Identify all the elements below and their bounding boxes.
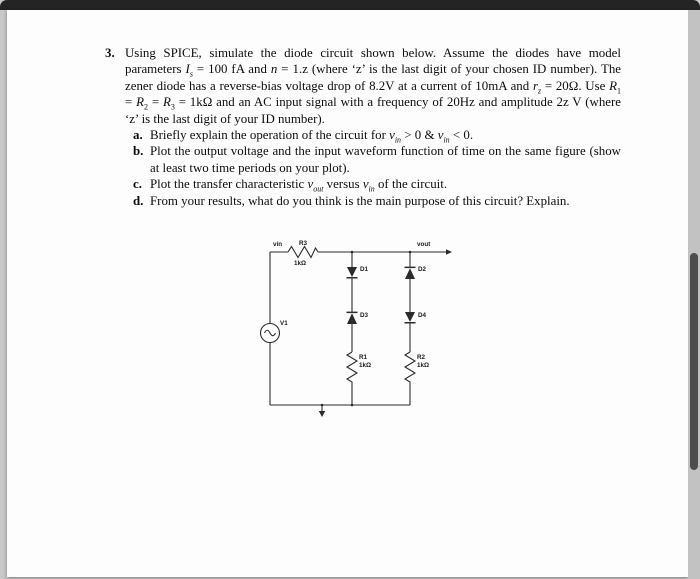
vin-label: vin [273,241,283,248]
item-label: a. [133,128,143,143]
item-label: b. [133,144,144,159]
r3-label: R3 [299,240,308,247]
junction-dots [321,251,412,407]
list-item-a [125,127,621,143]
scrollbar-track[interactable] [688,10,700,579]
v1-label: V1 [280,320,288,327]
vout-arrow [446,249,452,255]
window-chrome-bar [0,0,700,10]
item-label: c. [133,177,142,192]
ground-symbol [319,411,325,417]
list-item-b [125,143,621,176]
ac-source-v1-symbol [261,324,280,343]
r3-value: 1kΩ [294,260,307,267]
resistor-r2-symbol [405,352,415,385]
r2-label: R2 [417,354,426,361]
problem-subitems [125,127,621,209]
d4-label: D4 [418,312,427,319]
resistor-r1-symbol [347,352,357,385]
item-text: Plot the output voltage and the input waveform function of time on the same figure (show at least two time periods on your plot). [150,144,621,175]
r2-value: 1kΩ [417,362,430,369]
r1-label: R1 [359,354,368,361]
d2-label: D2 [418,266,427,273]
d3-label: D3 [360,312,369,319]
list-item-c [125,176,621,192]
circuit-diagram [258,237,468,422]
item-text: From your results, what do you think is the main purpose of this circuit? Explain. [150,193,570,208]
diode-d4-symbol [405,312,416,324]
scrollbar-thumb[interactable] [690,253,698,470]
diode-d3-symbol [347,312,358,324]
vout-label: vout [417,241,431,248]
r1-value: 1kΩ [359,362,372,369]
problem-number: 3. [105,46,115,60]
wire-network [270,252,446,412]
list-item-d [125,193,621,209]
item-label: d. [133,193,144,208]
d1-label: D1 [360,266,369,273]
document-page [7,10,688,577]
diode-d1-symbol [347,267,358,279]
item-text: Plot the transfer characteristic $v_{out}$ versus $v_{in}$ of the circuit. [150,177,448,194]
diode-d2-symbol [405,267,416,279]
problem-body [125,45,621,209]
resistor-r3-symbol [288,247,318,258]
problem-3-block [105,45,621,209]
item-text: Briefly explain the operation of the circuit for $v_{in} > 0$ & $v_{in} < 0$. [150,128,474,145]
problem-statement: Using SPICE, simulate the diode circuit shown below. Assume the diodes have model parameters $I_s = 100$ fA and n = 1.z (where ‘z’ is the last digit of your chosen ID number). The zener diode has a reverse-bias voltage drop of 8.2V at a current of 10mA and $r_z = 20\Omega$. Use $R_1 = R_2 = R_3 = 1k\Omega$ and an AC input signal with a frequency of 20Hz and amplitude 2z V (where ‘z’ is the last digit of your ID number). [125,46,622,126]
